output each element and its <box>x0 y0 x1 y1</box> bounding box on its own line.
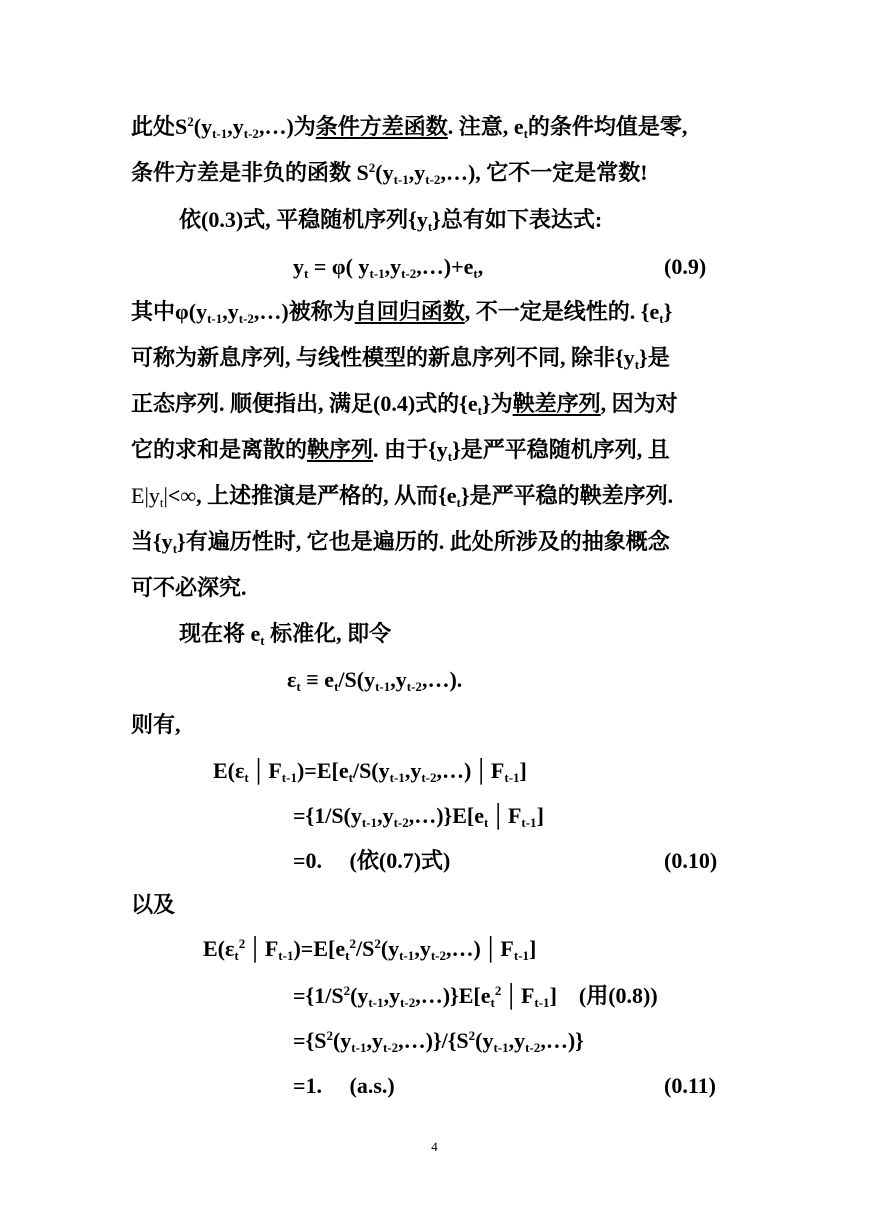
page-number: 4 <box>431 1139 438 1154</box>
term-martingale-sequence: 鞅序列 <box>307 437 374 462</box>
line-1-text-a: 此处 <box>131 114 176 139</box>
equation-epsilon-definition: $\varepsilon_t$ ≡ $e_t/S(y_{t-1},y_{t-2},\dots)$. <box>287 667 463 694</box>
symbol-yt-seq: $\{y_t\}$ <box>615 345 648 372</box>
line-1-text-d: 的条件均值是零, <box>527 114 688 139</box>
text-line-11 <box>179 621 392 648</box>
line-9-text-b: 有遍历性时, 它也是遍历的. 此处所涉及的抽象概念 <box>185 529 670 554</box>
line-6-text-c: , 因为对 <box>600 391 678 416</box>
line-7-text-c: 是严平稳随机序列, 且 <box>460 437 670 462</box>
symbol-et: $e_t$ <box>250 621 265 648</box>
line-6-text-a: 正态序列. 顺便指出, 满足(0.4)式的 <box>131 391 460 416</box>
equation-0-11-line-2: $=\{1/S^2(y_{t-1},y_{t-2},\dots)\}E[e_t^2│F_{t-1}]$ (用(0.8)) <box>293 983 658 1010</box>
line-4-text-a: 其中 <box>131 299 176 324</box>
line-3-text-a: 依(0.3)式, 平稳随机序列 <box>179 207 409 232</box>
line-8-text-a: <∞, 上述推演是严格的, 从而 <box>167 483 439 508</box>
line-3-text-b: 总有如下表达式: <box>440 207 603 232</box>
formula-expectation-abs-yt: $E|y_t|$ <box>131 483 168 510</box>
equation-0-11-note-2: (a.s.) <box>349 1073 395 1098</box>
line-8-text-b: 是严平稳的鞅差序列. <box>469 483 674 508</box>
line-13-text-a: 以及 <box>131 892 176 917</box>
line-9-text-a: 当 <box>131 529 154 554</box>
symbol-et-seq: $\{e_t\}$ <box>438 483 470 510</box>
line-2-text-b: , 它不一定是常数! <box>475 160 648 185</box>
line-7-text-b: . 由于 <box>373 437 429 462</box>
text-line-2 <box>131 160 648 187</box>
equation-0-11-note-1: (用(0.8)) <box>578 983 658 1008</box>
symbol-et-seq: $\{e_t\}$ <box>459 391 491 418</box>
line-5-text-b: 是 <box>647 345 670 370</box>
line-10-text-a: 可不必深究. <box>131 575 247 600</box>
text-line-9 <box>131 529 670 556</box>
text-line-4 <box>131 299 673 326</box>
text-line-13 <box>131 894 175 916</box>
line-1-text-b: 为 <box>293 114 316 139</box>
line-12-text-a: 则有, <box>131 712 181 737</box>
line-2-text-a: 条件方差是非负的函数 <box>131 160 352 185</box>
equation-number-0-10: (0.10) <box>664 848 718 873</box>
equation-0-9: $y_t = \varphi$( $y_{t-1},y_{t-2},\dots)+e_t$, <box>293 254 484 281</box>
equation-0-10-note: (依(0.7)式) <box>349 848 451 873</box>
text-line-7 <box>131 437 670 464</box>
symbol-yt-seq: $\{y_t\}$ <box>153 529 186 556</box>
equation-0-11-line-1: $E(\varepsilon_t^2│F_{t-1})=E[e_t^2/S^2(y_{t-1},y_{t-2},\dots)│F_{t-1}]$ <box>203 936 537 963</box>
term-martingale-difference-sequence: 鞅差序列 <box>512 391 601 416</box>
line-4-text-b: 被称为 <box>288 299 355 324</box>
text-line-5 <box>131 345 670 372</box>
equation-number-0-11: (0.11) <box>664 1073 716 1098</box>
line-6-text-b: 为 <box>490 391 513 416</box>
symbol-et: $e_t$ <box>513 114 528 141</box>
text-line-3 <box>179 207 603 234</box>
line-5-text-a: 可称为新息序列, 与线性模型的新息序列不同, 除非 <box>131 345 616 370</box>
equation-0-10-line-1: $E(\varepsilon_t│F_{t-1})=E[e_t/S(y_{t-1},y_{t-2},\dots)│F_{t-1}]$ <box>213 758 527 785</box>
equation-0-10-line-2: $=\{1/S(y_{t-1},y_{t-2},\dots)\}E[e_t│F_{t-1}]$ <box>293 803 544 830</box>
line-4-text-c: , 不一定是线性的. <box>464 299 636 324</box>
formula-s2: $S^2(y_{t-1},y_{t-2},\dots)$ <box>356 160 476 187</box>
symbol-et-seq: $\{e_t\}$ <box>640 299 673 326</box>
symbol-yt-seq: $\{y_t\}$ <box>428 437 461 464</box>
line-7-text-a: 它的求和是离散的 <box>131 437 308 462</box>
line-11-text-b: 标准化, 即令 <box>270 621 392 646</box>
text-line-12 <box>131 714 181 736</box>
symbol-yt-seq: $\{y_t\}$ <box>408 207 441 234</box>
formula-phi: $\varphi(y_{t-1},y_{t-2},\dots)$ <box>175 299 289 326</box>
text-line-8 <box>131 483 674 510</box>
equation-0-11-line-4: =1. (a.s.) <box>293 1073 395 1098</box>
term-autoregressive-function: 自回归函数 <box>354 299 465 324</box>
text-line-6 <box>131 391 678 418</box>
equation-0-11-line-3: $=\{S^2(y_{t-1},y_{t-2},\dots)\}/\{S^2(y_{t-1},y_{t-2},\dots)\}$ <box>293 1028 584 1055</box>
term-conditional-variance-function: 条件方差函数 <box>315 114 448 139</box>
line-11-text-a: 现在将 <box>179 621 246 646</box>
text-line-10 <box>131 577 247 599</box>
text-line-1 <box>131 114 688 141</box>
formula-s2: $S^2(y_{t-1},y_{t-2},\dots)$ <box>175 114 294 141</box>
equation-number-0-9: (0.9) <box>664 254 707 279</box>
line-1-text-c: . 注意, <box>447 114 509 139</box>
equation-0-10-line-3: =0. (依(0.7)式) <box>293 848 451 873</box>
